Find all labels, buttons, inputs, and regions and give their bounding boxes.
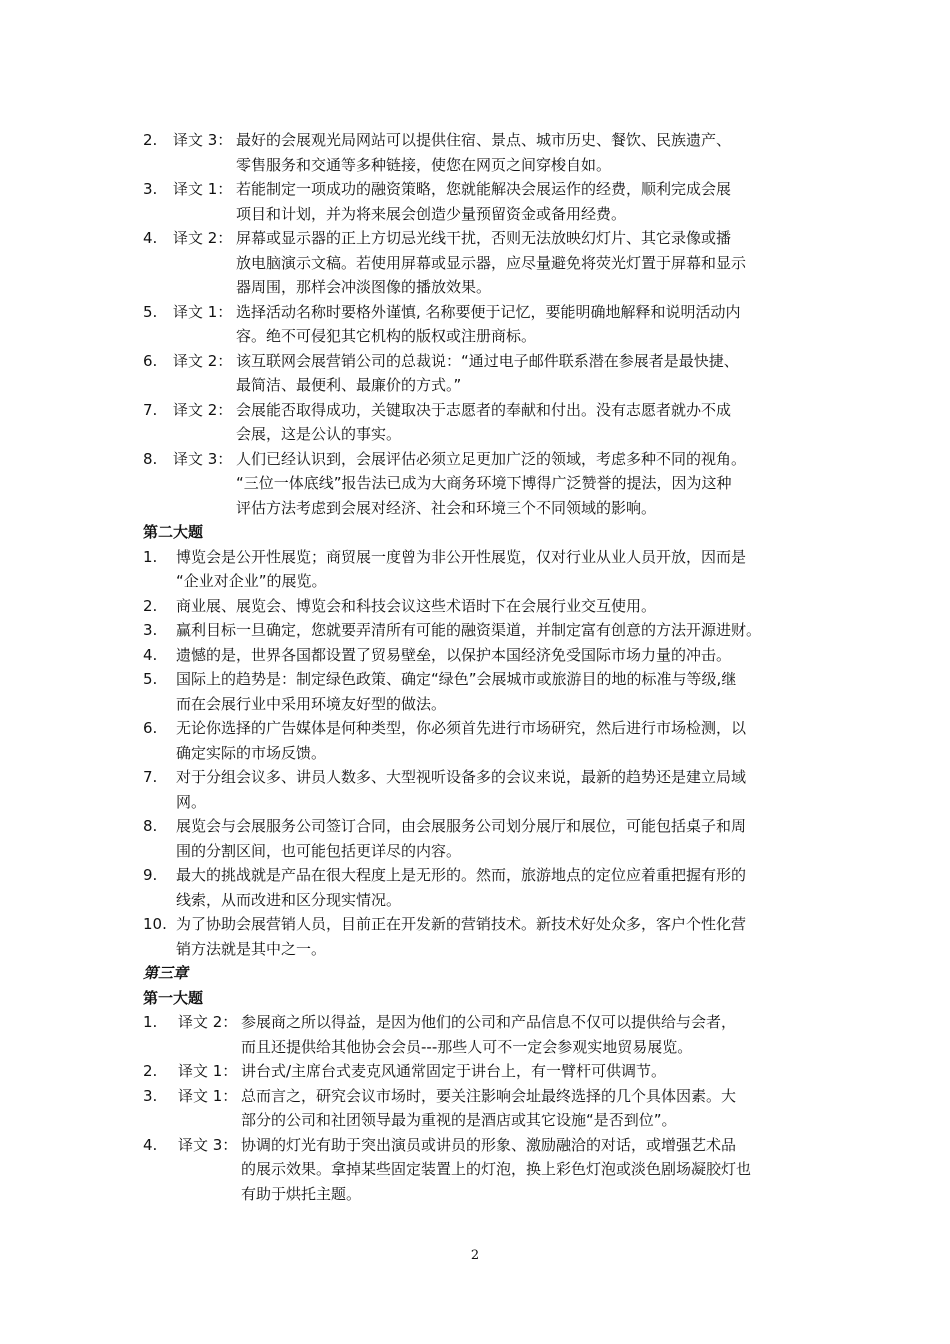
item-number: 9. [143,866,158,884]
item-text-line: 放电脑演示文稿。若使用屏幕或显示器，应尽量避免将荧光灯置于屏幕和显示 [236,253,747,272]
item-text-line: 最好的会展观光局网站可以提供住宿、景点、城市历史、餐饮、民族遗产、 [236,131,732,149]
item-text-line: 容。绝不可侵犯其它机构的版权或注册商标。 [236,327,537,345]
list-item [143,716,823,765]
item-text-line: 展览会与会展服务公司签订合同，由会展服务公司划分展厅和展位，可能包括桌子和周 [176,817,747,835]
translation-label: 译文 2： [173,351,233,370]
item-number: 1. [143,1013,158,1031]
list-item [143,912,823,961]
list-item [143,226,823,300]
item-text-line: 而且还提供给其他协会会员---那些人可不一定会参观实地贸易展览。 [241,1037,693,1056]
section-heading: 第二大题 [143,523,204,541]
item-number: 7. [143,400,158,419]
list-item [143,618,823,643]
item-text-line: 部分的公司和社团领导最为重视的是酒店或其它设施“是否到位”。 [241,1111,677,1129]
item-text-line: 讲台式/主席台式麦克风通常固定于讲台上，有一臂杆可供调节。 [241,1062,667,1080]
item-text-line: 的展示效果。拿掉某些固定装置上的灯泡，换上彩色灯泡或淡色剧场凝胶灯也 [241,1160,752,1178]
list-item [143,177,823,226]
item-text-line: 会展，这是公认的事实。 [236,425,402,443]
item-text-line: 网。 [176,792,207,811]
list-item [143,667,823,716]
translation-label: 译文 1： [178,1062,238,1080]
item-text-line: 会展能否取得成功，关键取决于志愿者的奉献和付出。没有志愿者就办不成 [236,400,732,419]
translation-label: 译文 3： [173,131,233,149]
item-text-line: 屏幕或显示器的正上方切忌光线干扰，否则无法放映幻灯片、其它录像或播 [236,229,732,247]
translation-label: 译文 2： [173,229,233,247]
item-number: 6. [143,351,158,370]
chapter-title: 第三章 [143,964,189,982]
item-text-line: 商业展、展览会、博览会和科技会议这些术语时下在会展行业交互使用。 [176,596,657,615]
item-text-line: “企业对企业”的展览。 [176,572,327,590]
list-item [143,447,823,521]
list-item [143,765,823,814]
item-text-line: 围的分割区间，也可能包括更详尽的内容。 [176,841,462,860]
list-item [143,1133,823,1207]
section-heading: 第一大题 [143,988,204,1007]
item-number: 3. [143,180,158,198]
translation-label: 译文 1： [173,302,233,321]
item-text-line: “三位一体底线”报告法已成为大商务环境下博得广泛赞誉的提法，因为这种 [236,474,732,492]
item-number: 2. [143,596,158,615]
list-item [143,398,823,447]
item-text-line: 最大的挑战就是产品在很大程度上是无形的。然而，旅游地点的定位应着重把握有形的 [176,866,747,884]
item-text-line: 总而言之，研究会议市场时，要关注影响会址最终选择的几个具体因素。大 [241,1086,737,1105]
item-number: 3. [143,1086,158,1105]
item-text-line: 国际上的趋势是：制定绿色政策、确定“绿色”会展城市或旅游目的地的标准与等级,继 [176,670,737,688]
item-text-line: 而在会展行业中采用环境友好型的做法。 [176,694,447,713]
translation-label: 译文 1： [173,180,233,198]
list-item [143,594,823,619]
item-number: 6. [143,719,158,737]
translation-label: 译文 2： [178,1013,238,1031]
section-translations-ch3 [143,1010,823,1206]
page-content [143,128,823,1206]
item-text-line: 项目和计划，并为将来展会创造少量预留资金或备用经费。 [236,204,627,223]
item-number: 10. [143,915,167,933]
list-item [143,128,823,177]
item-number: 7. [143,768,158,786]
item-text-line: 零售服务和交通等多种链接，使您在网页之间穿梭自如。 [236,155,612,174]
translation-label: 译文 2： [173,400,233,419]
translation-label: 译文 3： [173,449,233,468]
item-number: 1. [143,547,158,566]
item-text-line: 对于分组会议多、讲员人数多、大型视听设备多的会议来说，最新的趋势还是建立局域 [176,768,747,786]
item-text-line: 无论你选择的广告媒体是何种类型，你必须首先进行市场研究，然后进行市场检测，以 [176,719,747,737]
item-number: 4. [143,1135,158,1154]
item-number: 5. [143,302,158,321]
translation-label: 译文 3： [178,1135,238,1154]
list-item [143,349,823,398]
item-text-line: 赢利目标一旦确定，您就要弄清所有可能的融资渠道，并制定富有创意的方法开源进财。 [176,621,762,639]
list-item [143,814,823,863]
section-translations [143,128,823,520]
item-text-line: 确定实际的市场反馈。 [176,743,327,762]
list-item [143,863,823,912]
item-text-line: 该互联网会展营销公司的总裁说：“通过电子邮件联系潜在参展者是最快捷、 [236,351,739,370]
section-sentences [143,545,823,962]
item-number: 8. [143,449,158,468]
page-number: 2 [470,1248,480,1263]
item-text-line: 为了协助会展营销人员，目前正在开发新的营销技术。新技术好处众多，客户个性化营 [176,915,747,933]
list-item [143,545,823,594]
translation-label: 译文 1： [178,1086,238,1105]
item-text-line: 最简洁、最便利、最廉价的方式。” [236,376,462,394]
item-text-line: 若能制定一项成功的融资策略，您就能解决会展运作的经费，顺利完成会展 [236,180,732,198]
list-item [143,1010,823,1059]
item-text-line: 协调的灯光有助于突出演员或讲员的形象、激励融洽的对话，或增强艺术品 [241,1135,737,1154]
item-number: 2. [143,1062,158,1080]
item-text-line: 线索，从而改进和区分现实情况。 [176,890,402,909]
item-text-line: 器周围，那样会冲淡图像的播放效果。 [236,278,492,296]
item-number: 4. [143,229,158,247]
item-text-line: 遗憾的是，世界各国都设置了贸易壁垒，以保护本国经济免受国际市场力量的冲击。 [176,645,732,664]
list-item [143,1059,823,1084]
list-item [143,643,823,668]
item-number: 4. [143,645,158,664]
item-number: 5. [143,670,158,688]
list-item [143,1084,823,1133]
item-text-line: 博览会是公开性展览；商贸展一度曾为非公开性展览，仅对行业从业人员开放，因而是 [176,547,747,566]
item-text-line: 参展商之所以得益，是因为他们的公司和产品信息不仅可以提供给与会者， [241,1013,737,1031]
item-text-line: 评估方法考虑到会展对经济、社会和环境三个不同领域的影响。 [236,498,657,517]
item-text-line: 有助于烘托主题。 [241,1184,362,1203]
item-number: 3. [143,621,158,639]
item-text-line: 选择活动名称时要格外谨慎, 名称要便于记忆，要能明确地解释和说明活动内 [236,302,741,321]
item-text-line: 销方法就是其中之一。 [176,939,327,958]
item-number: 2. [143,131,158,149]
list-item [143,300,823,349]
item-number: 8. [143,817,158,835]
item-text-line: 人们已经认识到，会展评估必须立足更加广泛的领域，考虑多种不同的视角。 [236,449,747,468]
